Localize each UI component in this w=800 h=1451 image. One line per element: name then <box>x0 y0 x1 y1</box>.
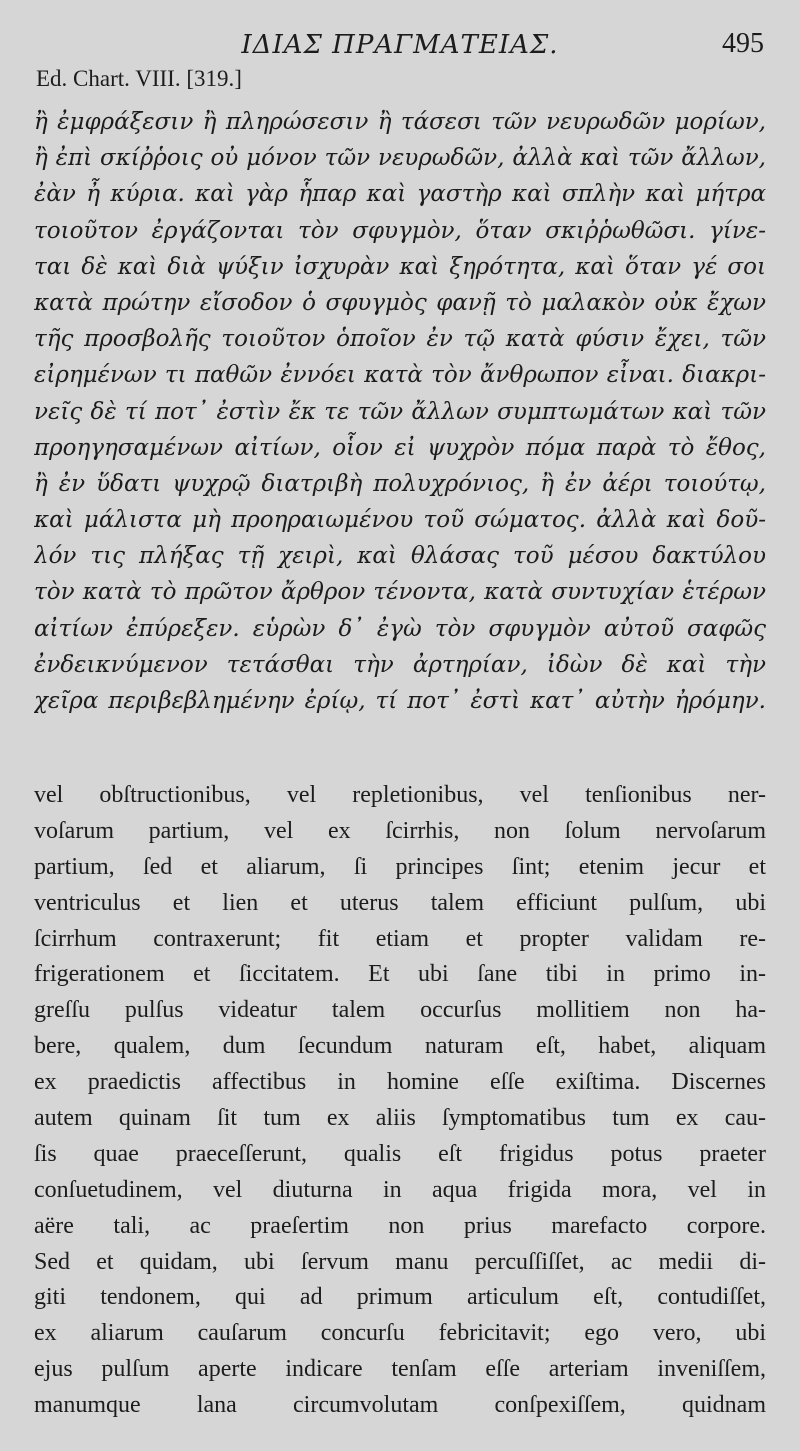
latin-text-line: vel obſtructionibus, vel repletionibus, vel tenſionibus ner- <box>34 782 766 808</box>
greek-text-line: τοιοῦτον ἐργάζονται τὸν σφυγμὸν, ὅταν σκιῤῥωθῶσι. γίνε- <box>34 217 766 244</box>
greek-text-line: τὸν κατὰ τὸ πρῶτον ἄρθρον τένοντα, κατὰ συντυχίαν ἑτέρων <box>34 579 766 606</box>
latin-text-line: ejus pulſum aperte indicare tenſam eſſe arteriam inveniſſem, <box>34 1356 766 1383</box>
latin-text-line: voſarum partium, vel ex ſcirrhis, non ſolum nervoſarum <box>34 817 766 844</box>
greek-text-line: ἢ ἐν ὕδατι ψυχρῷ διατριβὴ πολυχρόνιος, ἢ ἐν ἀέρι τοιούτῳ, <box>34 470 766 497</box>
greek-text-line: κατὰ πρώτην εἴσοδον ὁ σφυγμὸς φανῇ τὸ μαλακὸν οὐκ ἔχων <box>34 289 766 316</box>
latin-text-line: manumque lana circumvolutam conſpexiſſem, quidnam <box>34 1392 766 1419</box>
latin-text-line: autem quinam ſit tum ex aliis ſymptomatibus tum ex cau- <box>34 1105 766 1132</box>
latin-text-line: greſſu pulſus videatur talem occurſus mollitiem non ha- <box>34 997 766 1024</box>
latin-text-line: frigerationem et ſiccitatem. Et ubi ſane tibi in primo in- <box>34 961 766 988</box>
latin-text-line: Sed et quidam, ubi ſervum manu percuſſiſſet, ac medii di- <box>34 1248 766 1275</box>
latin-text-line: ex praedictis affectibus in homine eſſe exiſtima. Discernes <box>34 1069 766 1096</box>
greek-text-line: προηγησαμένων αἰτίων, οἷον εἰ ψυχρὸν πόμα παρὰ τὸ ἔθος, <box>34 434 766 461</box>
latin-text-line: ſis quae praeceſſerunt, qualis eſt frigidus potus praeter <box>34 1140 766 1167</box>
greek-text-line: καὶ μάλιστα μὴ προηραιωμένου τοῦ σώματος. ἀλλὰ καὶ δοῦ- <box>34 507 766 534</box>
greek-text-line: ται δὲ καὶ διὰ ψύξιν ἰσχυρὰν καὶ ξηρότητα, καὶ ὅταν γέ σοι <box>34 253 766 280</box>
greek-text-line: ἐνδεικνύμενον τετάσθαι τὴν ἀρτηρίαν, ἰδὼν δὲ καὶ τὴν <box>34 651 766 678</box>
greek-text-line: ἐὰν ἦ κύρια. καὶ γὰρ ἧπαρ καὶ γαστὴρ καὶ σπλὴν καὶ μήτρα <box>34 181 766 208</box>
greek-text-line: ἢ ἐμφράξεσιν ἢ πληρώσεσιν ἢ τάσεσι τῶν νευρωδῶν μορίων, <box>34 109 766 135</box>
edition-reference: Ed. Chart. VIII. [319.] <box>36 66 242 91</box>
latin-text-line: giti tendonem, qui ad primum articulum eſt, contudiſſet, <box>34 1284 766 1311</box>
greek-text-line: αἰτίων ἐπύρεξεν. εὑρὼν δ᾽ ἐγὼ τὸν σφυγμὸν αὐτοῦ σαφῶς <box>34 615 766 642</box>
greek-text-line: εἰρημένων τι παθῶν ἐννόει κατὰ τὸν ἄνθρωπον εἶναι. διακρι- <box>34 362 766 389</box>
running-head-title: ΙΔΙΑΣ ΠΡΑΓΜΑΤΕΙΑΣ. <box>241 30 559 60</box>
latin-text-line: aëre tali, ac praeſertim non prius marefacto corpore. <box>34 1212 766 1239</box>
greek-text-line: χεῖρα περιβεβλημένην ἐρίῳ, τί ποτ᾽ ἐστὶ κατ᾽ αὐτὴν ἠρόμην. <box>34 688 766 714</box>
latin-text-line: bere, qualem, dum ſecundum naturam eſt, habet, aliquam <box>34 1033 766 1060</box>
greek-text-line: νεῖς δὲ τί ποτ᾽ ἐστὶν ἔκ τε τῶν ἄλλων συμπτωμάτων καὶ τῶν <box>34 398 766 425</box>
page-number: 495 <box>722 28 764 59</box>
latin-text-block <box>34 778 766 1424</box>
latin-text-line: ex aliarum cauſarum concurſu febricitavit; ego vero, ubi <box>34 1320 766 1347</box>
latin-text-line: conſuetudinem, vel diuturna in aqua frigida mora, vel in <box>34 1176 766 1203</box>
greek-text-line: ἢ ἐπὶ σκίῤῥοις οὐ μόνον τῶν νευρωδῶν, ἀλλὰ καὶ τῶν ἄλλων, <box>34 145 766 172</box>
greek-text-line: λόν τις πλήξας τῇ χειρὶ, καὶ θλάσας τοῦ μέσου δακτύλου <box>34 543 766 570</box>
latin-text-line: partium, ſed et aliarum, ſi principes ſint; etenim jecur et <box>34 853 766 880</box>
greek-text-block <box>34 104 766 719</box>
latin-text-line: ſcirrhum contraxerunt; fit etiam et propter validam re- <box>34 925 766 952</box>
latin-text-line: ventriculus et lien et uterus talem efficiunt pulſum, ubi <box>34 889 766 916</box>
greek-text-line: τῆς προσβολῆς τοιοῦτον ὁποῖον ἐν τῷ κατὰ φύσιν ἔχει, τῶν <box>34 326 766 353</box>
